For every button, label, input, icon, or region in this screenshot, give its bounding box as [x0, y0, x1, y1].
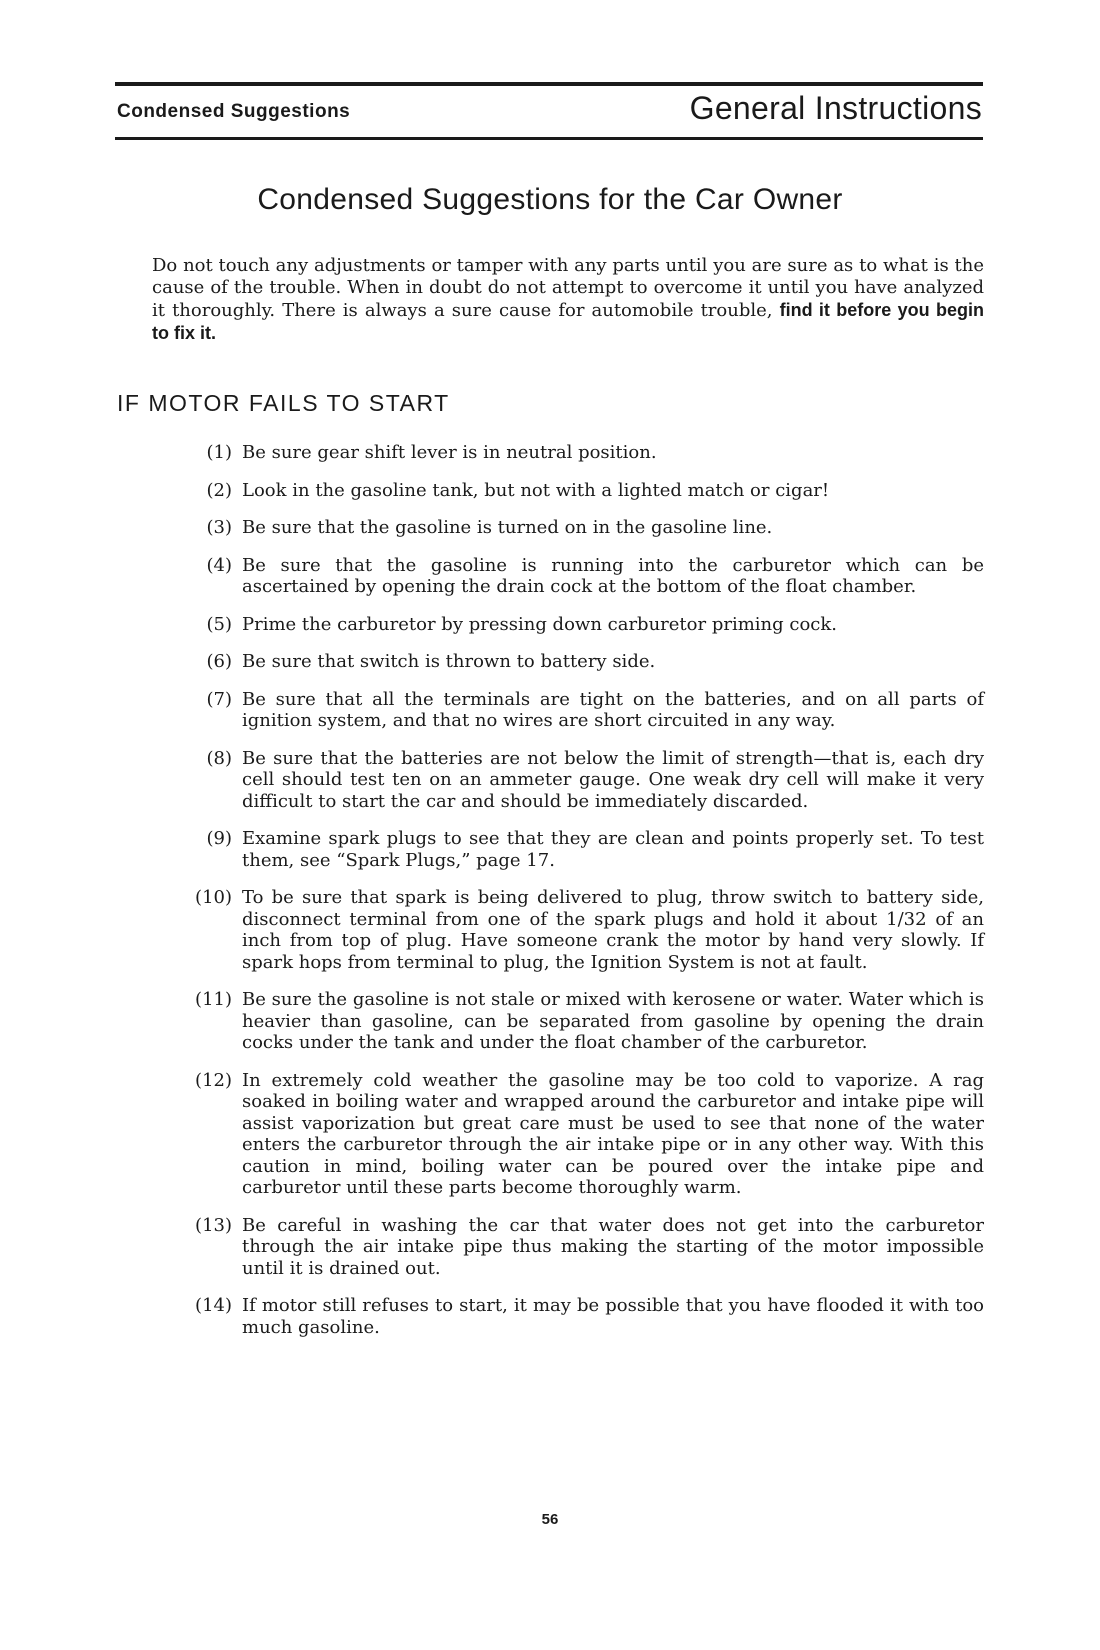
item-text: Be sure that all the terminals are tight on the batteries, and on all parts of ignition system, and that no wires are short circuited in any way.	[242, 688, 984, 731]
list-item	[190, 1070, 984, 1199]
list-item	[190, 517, 984, 539]
intro-text: Do not touch any adjustments or tamper with any parts until you are sure as to what is the cause of the trouble. When in doubt do not attempt to overcome it until you have analyzed it thoroughly. There is always a sure cause for automobile trouble,	[152, 255, 984, 321]
list-item	[190, 748, 984, 813]
item-text: Be sure the gasoline is not stale or mixed with kerosene or water. Water which is heavier than gasoline, can be separated from gasoline by opening the drain cocks under the tank and under the float chamber of the carburetor.	[242, 989, 984, 1053]
page-title: Condensed Suggestions for the Car Owner	[257, 183, 843, 216]
running-header-right: General Instructions	[689, 90, 982, 126]
item-number: (11)	[195, 989, 232, 1010]
page-number: 56	[541, 1511, 559, 1528]
item-text: In extremely cold weather the gasoline may be too cold to vaporize. A rag soaked in boiling water and wrapped around the carburetor and intake pipe will assist vaporization but great care must be used to see that none of the water enters the carburetor through the air intake pipe or in any other way. With this caution in mind, boiling water can be poured over the intake pipe and carburetor until these parts become thoroughly warm.	[242, 1069, 984, 1198]
item-text: Be sure gear shift lever is in neutral position.	[242, 442, 657, 463]
list-item	[190, 1295, 984, 1338]
header-rule-bottom	[115, 137, 983, 140]
item-text: Examine spark plugs to see that they are clean and points properly set. To test them, see “Spark Plugs,” page 17.	[242, 828, 984, 871]
item-number: (6)	[206, 651, 232, 672]
running-header-left: Condensed Suggestions	[117, 101, 351, 122]
suggestion-list	[190, 442, 984, 1354]
item-number: (3)	[206, 517, 232, 538]
item-number: (10)	[195, 887, 232, 908]
item-number: (5)	[206, 613, 232, 635]
intro-paragraph	[152, 255, 984, 345]
list-item	[190, 555, 984, 598]
item-text: Look in the gasoline tank, but not with a lighted match or cigar!	[242, 479, 830, 501]
item-number: (9)	[206, 828, 232, 849]
item-number: (13)	[195, 1214, 232, 1236]
item-number: (12)	[195, 1069, 232, 1091]
item-number: (7)	[206, 688, 232, 710]
item-text: Be sure that the gasoline is running into the carburetor which can be ascertained by opening the drain cock at the bottom of the float chamber.	[242, 554, 984, 597]
item-text: Be sure that the gasoline is turned on in the gasoline line.	[242, 517, 773, 538]
item-text: If motor still refuses to start, it may be possible that you have flooded it with too much gasoline.	[242, 1295, 984, 1338]
item-text: Be careful in washing the car that water does not get into the carburetor through the air intake pipe thus making the starting of the motor impossible until it is drained out.	[242, 1214, 984, 1279]
list-item	[190, 689, 984, 732]
list-item	[190, 442, 984, 464]
item-text: Be sure that the batteries are not below the limit of strength—that is, each dry cell should test ten on an ammeter gauge. One weak dry cell will make it very difficult to start the car and should be immediately discarded.	[242, 747, 984, 812]
list-item	[190, 989, 984, 1054]
list-item	[190, 828, 984, 871]
section-heading: IF MOTOR FAILS TO START	[117, 390, 450, 416]
list-item	[190, 614, 984, 636]
header-rule-top	[115, 82, 983, 86]
item-number: (2)	[206, 479, 232, 501]
list-item	[190, 651, 984, 673]
item-number: (14)	[195, 1295, 232, 1316]
list-item	[190, 480, 984, 502]
list-item	[190, 887, 984, 973]
item-number: (8)	[206, 747, 232, 769]
list-item	[190, 1215, 984, 1280]
item-number: (1)	[206, 442, 232, 463]
item-text: Be sure that switch is thrown to battery side.	[242, 651, 656, 672]
item-text: Prime the carburetor by pressing down carburetor priming cock.	[242, 613, 838, 635]
item-number: (4)	[206, 554, 232, 576]
intro-bold-text: find it before you begin to fix it.	[152, 300, 984, 343]
item-text: To be sure that spark is being delivered to plug, throw switch to battery side, disconnect terminal from one of the spark plugs and hold it about 1/32 of an inch from top of plug. Have someone crank the motor by hand very slowly. If spark hops from terminal to plug, the Ignition System is not at fault.	[242, 887, 984, 973]
